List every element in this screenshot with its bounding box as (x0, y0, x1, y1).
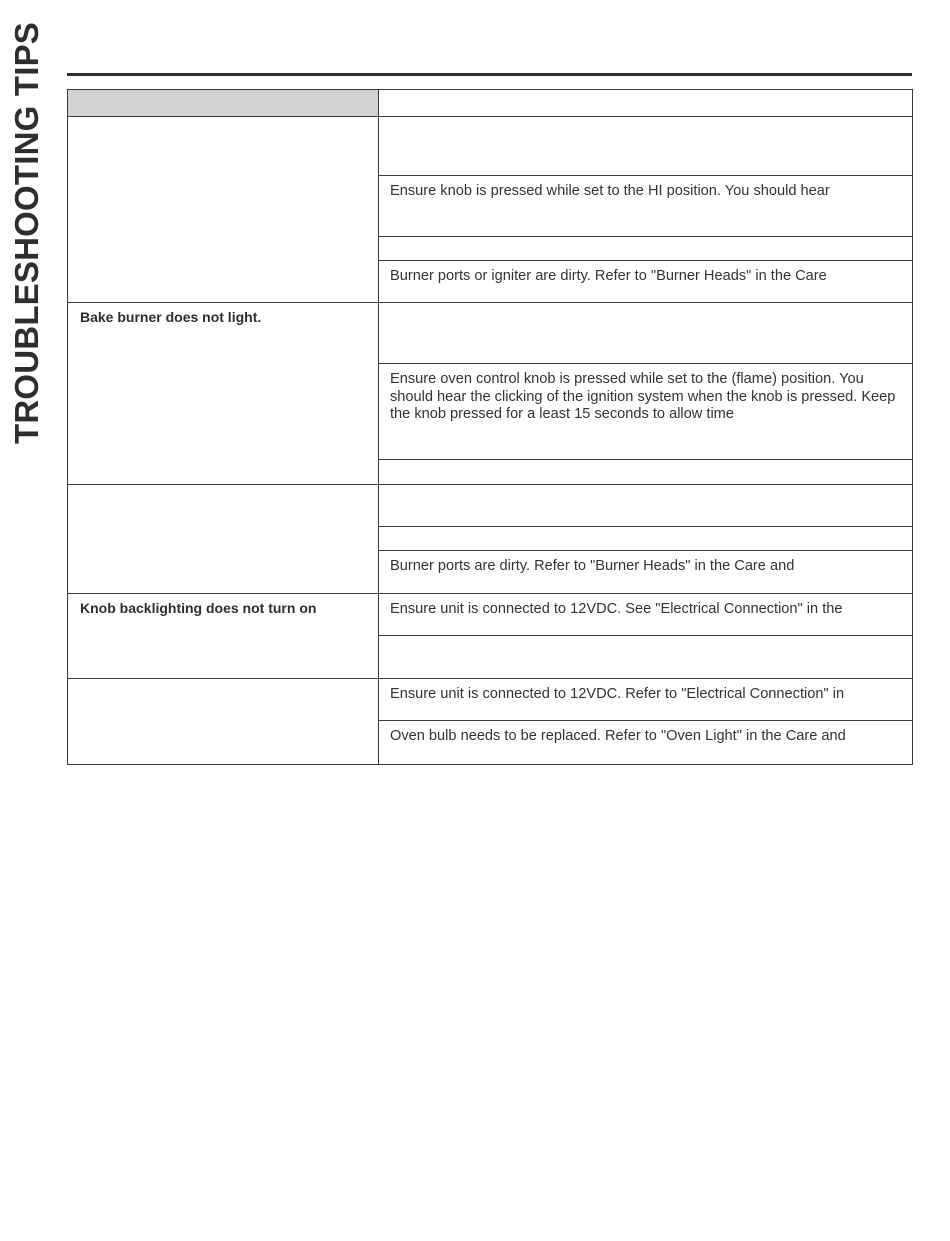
solution-cell (379, 176, 913, 237)
section-title: TROUBLESHOOTING TIPS (8, 21, 45, 444)
table-header-row (68, 90, 913, 117)
solution-text: Burner ports or igniter are dirty. Refer to "Burner Heads" in the Care (390, 268, 827, 284)
solution-cell (379, 303, 913, 364)
table-row (68, 303, 913, 364)
solution-text: Ensure knob is pressed while set to the HI position. You should hear (390, 183, 830, 199)
solution-text: Ensure unit is connected to 12VDC. See "Electrical Connection" in the (390, 601, 843, 617)
solution-column-header (379, 90, 913, 117)
problem-cell (68, 117, 379, 303)
table-row (68, 594, 913, 636)
problem-cell (68, 485, 379, 594)
problem-cell: Knob backlighting does not turn on (68, 594, 379, 679)
table-row (68, 679, 913, 721)
solution-text: Ensure unit is connected to 12VDC. Refer to "Electrical Connection" in (390, 686, 845, 702)
solution-cell (379, 679, 913, 721)
solution-text: Oven bulb needs to be replaced. Refer to "Oven Light" in the Care and (390, 728, 846, 744)
solution-cell (379, 237, 913, 261)
solution-cell (379, 594, 913, 636)
problem-column-header (68, 90, 379, 117)
solution-cell (379, 485, 913, 527)
solution-text: Ensure oven control knob is pressed while set to the (flame) position. You should hear the clicking of the ignition system when the knob is pressed. Keep the knob pressed for a least 15 seconds to allow time (390, 371, 896, 422)
table-row (68, 485, 913, 527)
solution-cell (379, 364, 913, 460)
solution-cell (379, 460, 913, 485)
solution-cell (379, 721, 913, 765)
problem-cell: Bake burner does not light. (68, 303, 379, 485)
solution-cell (379, 261, 913, 303)
solution-cell (379, 551, 913, 594)
top-rule-divider (67, 73, 912, 76)
problem-cell (68, 679, 379, 765)
solution-cell (379, 636, 913, 679)
solution-cell (379, 117, 913, 176)
table-row (68, 117, 913, 176)
solution-text: Burner ports are dirty. Refer to "Burner Heads" in the Care and (390, 558, 795, 574)
troubleshooting-table (67, 89, 913, 765)
solution-cell (379, 527, 913, 551)
